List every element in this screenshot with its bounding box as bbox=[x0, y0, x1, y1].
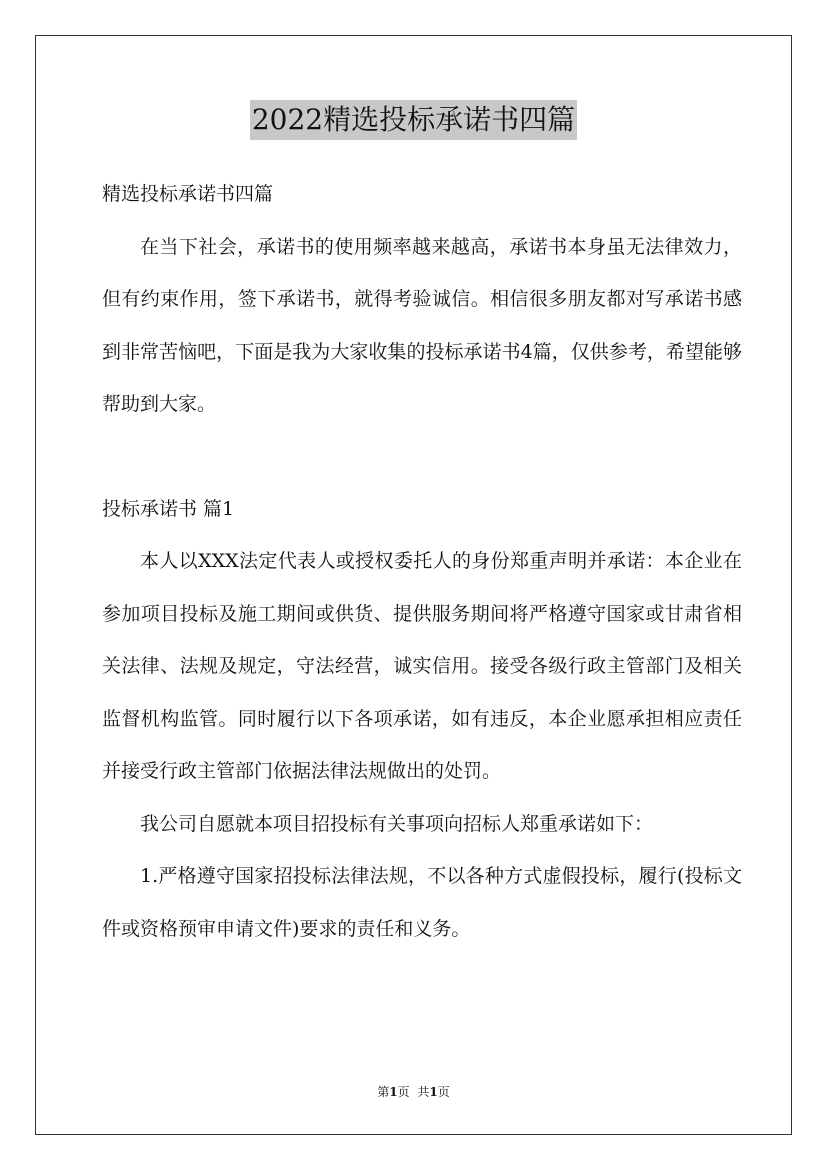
body-paragraph: 本人以XXX法定代表人或授权委托人的身份郑重声明并承诺：本企业在参加项目投标及施工期间或供货、提供服务期间将严格遵守国家或甘肃省相关法律、法规及规定，守法经营，诚实信用。接受各级行政主管部门及相关监督机构监管。同时履行以下各项承诺，如有违反，本企业愿承担相应责任并接受行政主管部门依据法律法规做出的处罚。 bbox=[102, 550, 742, 782]
body-paragraph: 我公司自愿就本项目招投标有关事项向招标人郑重承诺如下： bbox=[140, 812, 654, 835]
total-pages: 1 bbox=[429, 1085, 438, 1099]
page-footer bbox=[0, 1083, 827, 1100]
title-container bbox=[0, 100, 827, 140]
total-suffix: 页 bbox=[437, 1085, 450, 1099]
page-number: 1 bbox=[389, 1085, 398, 1099]
page-suffix: 页 bbox=[397, 1085, 410, 1099]
total-prefix: 共 bbox=[417, 1085, 430, 1099]
document-subtitle: 精选投标承诺书四篇 bbox=[102, 183, 274, 205]
section-heading: 投标承诺书 篇1 bbox=[102, 497, 235, 520]
body-paragraph: 1.严格遵守国家招投标法律法规，不以各种方式虚假投标，履行(投标文件或资格预审申请文件)要求的责任和义务。 bbox=[102, 865, 742, 940]
page-prefix: 第 bbox=[377, 1085, 390, 1099]
section-spacer bbox=[102, 431, 742, 483]
intro-paragraph: 在当下社会，承诺书的使用频率越来越高，承诺书本身虽无法律效力，但有约束作用，签下承诺书，就得考验诚信。相信很多朋友都对写承诺书感到非常苦恼吧，下面是我为大家收集的投标承诺书4篇，仅供参考，希望能够帮助到大家。 bbox=[102, 235, 742, 415]
document-title: 2022精选投标承诺书四篇 bbox=[250, 100, 577, 140]
document-body bbox=[102, 168, 742, 955]
